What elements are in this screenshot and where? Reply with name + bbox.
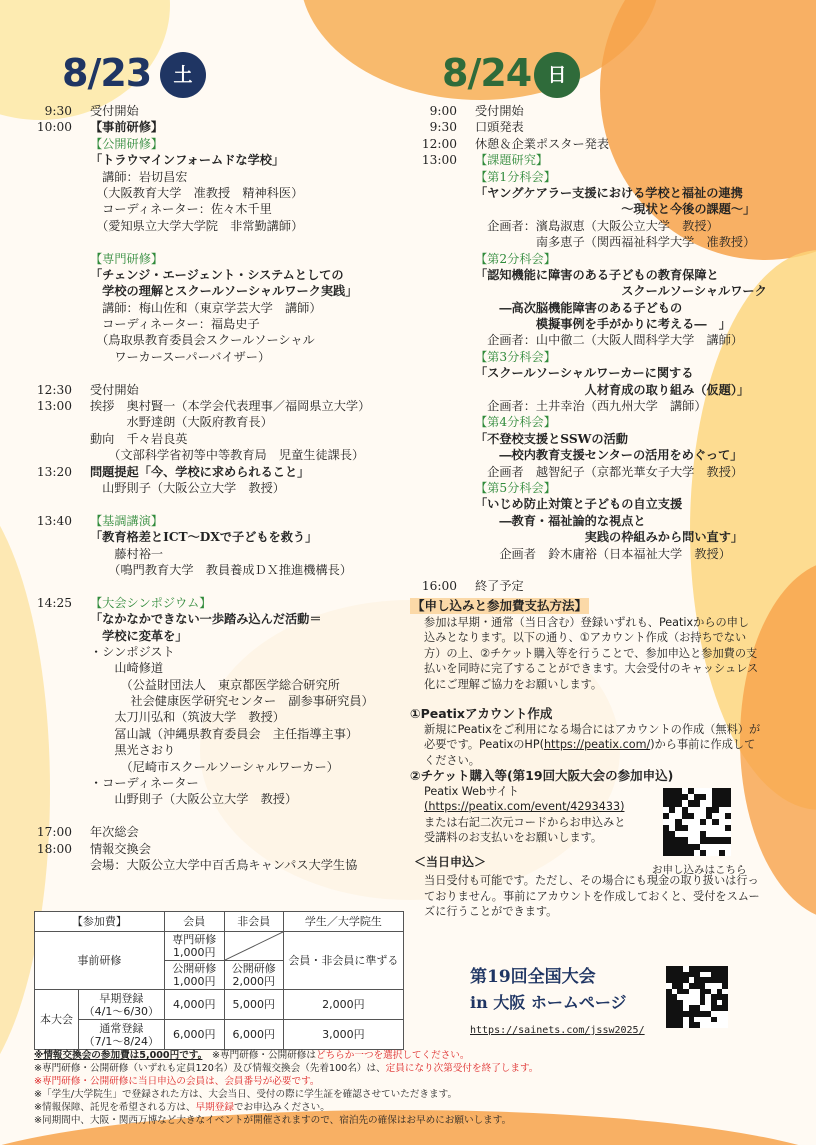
application-qr-code[interactable] — [663, 788, 731, 856]
step1-tail: )から事前に作成して — [650, 738, 756, 751]
fee-pre-student: 会員・非会員に準ずる — [283, 932, 403, 990]
schedule-row — [385, 464, 815, 480]
schedule-row — [385, 316, 815, 332]
schedule-content: 情報交換会 — [90, 841, 151, 856]
schedule-content: 講師：梅山佐和（東京学芸大学 講師） — [90, 300, 322, 315]
note-text: ※情報交換会の参加費は5,000円です。 — [34, 1050, 203, 1061]
schedule-row — [0, 611, 420, 627]
schedule-content: 【基調講演】 — [90, 513, 164, 528]
step2-title: ②チケット購入等(第19回大阪大会の参加申込) — [410, 768, 674, 783]
apply-body-line: 払いを同時に完了することができます。大会受付のキャッシュレス — [424, 662, 759, 675]
step1-title: ①Peatixアカウント作成 — [410, 706, 553, 721]
schedule-row — [0, 595, 420, 611]
schedule-content: 【第5分科会】 — [475, 480, 556, 495]
apply-body-line: 方）の上、②チケット購入等を行うことで、参加申込と参加費の支 — [424, 646, 758, 660]
fee-normal-nonmember: 6,000円 — [224, 1020, 283, 1050]
fee-cell-text: 専門研修 — [172, 933, 217, 946]
schedule-row — [0, 316, 420, 332]
schedule-content: 実践の枠組みから問い直す」 — [475, 530, 744, 545]
schedule-content: 【第4分科会】 — [475, 415, 556, 430]
schedule-row — [0, 283, 420, 299]
schedule-row — [0, 332, 420, 348]
schedule-content: 「トラウマインフォームドな学校」 — [90, 153, 285, 168]
schedule-content: （愛知県立大学大学院 非常勤講師） — [90, 218, 304, 233]
schedule-time: 16:00 — [421, 579, 457, 594]
schedule-row — [385, 201, 815, 217]
schedule-row — [0, 808, 420, 824]
schedule-row — [385, 431, 815, 447]
schedule-row — [0, 464, 420, 480]
schedule-row — [385, 578, 815, 594]
schedule-row — [385, 332, 815, 348]
fee-early-label — [79, 990, 165, 1020]
day2-date: 8/24 — [442, 51, 532, 95]
onsite-line: ておりません。事前にアカウントを作成しておくと、受付をスムー — [424, 889, 760, 903]
fee-header-student: 学生／大学院生 — [283, 912, 403, 932]
schedule-row — [385, 185, 815, 201]
schedule-row — [385, 234, 815, 250]
schedule-content: 口頭発表 — [475, 120, 524, 135]
qr-module — [725, 850, 731, 856]
schedule-row — [385, 169, 815, 185]
day1-schedule — [0, 103, 420, 873]
fee-early-nonmember: 5,000円 — [224, 990, 283, 1020]
schedule-row — [0, 152, 420, 168]
fee-pre-nonmember — [224, 932, 283, 990]
schedule-row — [0, 546, 420, 562]
schedule-content: 【事前研修】 — [90, 120, 164, 135]
note-1 — [34, 1049, 794, 1062]
notes — [34, 1049, 794, 1127]
schedule-content: 講師：岩切昌宏 — [90, 169, 188, 184]
schedule-row — [385, 513, 815, 529]
schedule-content: 受付開始 — [475, 104, 524, 118]
fee-header-member: 会員 — [164, 912, 224, 932]
schedule-row — [0, 693, 420, 709]
schedule-row — [385, 349, 815, 365]
fee-row-label: 本大会 — [35, 990, 79, 1050]
fee-header: 【参加費】 — [35, 912, 165, 932]
schedule-row — [0, 857, 420, 873]
fee-early-member: 4,000円 — [164, 990, 224, 1020]
schedule-row — [0, 529, 420, 545]
schedule-row — [0, 742, 420, 758]
qr-caption: お申し込みはこちら — [652, 864, 747, 876]
onsite-body — [424, 873, 760, 920]
schedule-content: 冨山誠（沖縄県教育委員会 主任指導主事） — [90, 726, 359, 741]
schedule-content: 南多恵子（関西福祉科学大学 准教授） — [475, 235, 756, 250]
homepage-qr-code[interactable] — [666, 966, 728, 1028]
schedule-content: ―校内教育支援センターの活用をめぐって」 — [475, 448, 743, 463]
schedule-row — [0, 201, 420, 217]
note-text: でお申込みください。 — [233, 1102, 330, 1113]
schedule-content: 年次総会 — [90, 825, 139, 840]
step2-line: Peatix Webサイト — [424, 784, 519, 798]
schedule-content: 山崎修道 — [90, 661, 164, 676]
schedule-content: 「なかなかできない一歩踏み込んだ活動＝ — [90, 612, 322, 627]
schedule-row — [0, 169, 420, 185]
schedule-content: （文部科学省初等中等教育局 児童生徒課長） — [90, 448, 365, 463]
schedule-time: 10:00 — [36, 120, 72, 135]
schedule-row — [385, 365, 815, 381]
application-section — [410, 598, 795, 846]
schedule-content: 終了予定 — [475, 579, 524, 594]
schedule-row — [385, 447, 815, 463]
note-6: ※同期間中、大阪・関西万博など大きなイベントが開催されますので、宿泊先の確保はお早めにお願いします。 — [34, 1115, 512, 1126]
schedule-time: 12:00 — [421, 136, 457, 151]
fee-normal-member: 6,000円 — [164, 1020, 224, 1050]
day2-schedule — [385, 103, 815, 595]
note-text: ※専門研修・公開研修（いずれも定員120名）及び情報交換会（先着100名）は、 — [34, 1063, 386, 1074]
fee-cell-text: 早期登録 — [99, 991, 144, 1005]
note-text: ※情報保障、託児を希望される方は、 — [34, 1102, 196, 1113]
step1-end: ください。 — [424, 753, 480, 767]
schedule-row — [0, 414, 420, 430]
day1-dow-badge: 土 — [160, 52, 206, 98]
schedule-content: 【第3分科会】 — [475, 349, 556, 364]
schedule-row — [0, 726, 420, 742]
schedule-content: ・コーディネーター — [90, 776, 199, 791]
apply-body — [410, 615, 795, 693]
schedule-row — [385, 562, 815, 578]
schedule-content: 「教育格差とICT～DXで子どもを救う」 — [90, 530, 318, 545]
schedule-row — [0, 644, 420, 660]
schedule-row — [385, 529, 815, 545]
fee-header-nonmember: 非会員 — [224, 912, 283, 932]
schedule-content: 問題提起「今、学校に求められること」 — [90, 464, 310, 479]
apply-body-line: 込みとなります。以下の通り、①アカウント作成（お持ちでない — [424, 631, 747, 644]
schedule-content: 学校の理解とスクールソーシャルワーク実践」 — [90, 284, 358, 299]
schedule-content: コーディネーター：福島史子 — [90, 317, 260, 332]
schedule-content: （尼崎市スクールソーシャルワーカー） — [90, 759, 339, 774]
schedule-content: 太刀川弘和（筑波大学 教授） — [90, 710, 285, 725]
schedule-row — [0, 431, 420, 447]
schedule-content: 企画者 越智紀子（京都光華女子大学 教授） — [475, 464, 744, 479]
fee-normal-student: 3,000円 — [283, 1020, 403, 1050]
schedule-row — [0, 513, 420, 529]
schedule-content: 受付開始 — [90, 382, 139, 397]
schedule-row — [0, 791, 420, 807]
schedule-time: 9:30 — [44, 104, 72, 118]
fee-cell-price: 1,000円 — [172, 946, 216, 959]
homepage-title-1: 第19回全国大会 — [470, 967, 596, 987]
schedule-time: 12:30 — [36, 382, 72, 397]
schedule-row — [385, 480, 815, 496]
qr-module — [722, 1022, 728, 1028]
day1-date: 8/23 — [62, 51, 152, 95]
schedule-content: 企画者：山中徹二（大阪人間科学大学 講師） — [475, 333, 744, 348]
schedule-content: 【大会シンポジウム】 — [90, 595, 212, 610]
step1-line: 新規にPeatixをご利用になる場合にはアカウントの作成（無料）が — [424, 722, 761, 736]
schedule-row — [385, 283, 815, 299]
note-text: ※専門研修・公開研修は — [202, 1050, 316, 1061]
schedule-row — [0, 103, 420, 119]
note-3: ※専門研修・公開研修に当日申込の会員は、会員番号が必要です。 — [34, 1076, 320, 1087]
schedule-content: ―教育・福祉論的な視点と — [475, 513, 646, 528]
note-text-red: 定員になり次第受付を終了します。 — [385, 1063, 539, 1074]
step2-line: 受講料のお支払いをお願いします。 — [424, 831, 603, 844]
apply-body-line: 参加は早期・通常（当日含む）登録いずれも、Peatixからの申し — [424, 615, 750, 629]
schedule-content: 社会健康医学研究センター 副参事研究員） — [90, 694, 374, 709]
fee-diagonal-line — [225, 932, 283, 960]
apply-body-line: 化にご理解ご協力をお願いします。 — [424, 677, 603, 691]
schedule-content: 人材育成の取り組み（仮題）」 — [475, 382, 750, 397]
onsite-line: 当日受付も可能です。ただし、その場合にも現金の取り扱いは行っ — [424, 874, 759, 887]
schedule-content: コーディネーター：佐々木千里 — [90, 202, 272, 217]
fee-cell-price: 1,000円 — [172, 975, 216, 988]
note-2 — [34, 1062, 794, 1075]
schedule-row — [0, 185, 420, 201]
step2-line: または右記二次元コードからお申込みと — [424, 815, 626, 829]
day2-dow-badge: 日 — [534, 52, 580, 98]
fee-cell-text: 公開研修 — [172, 962, 217, 975]
step1-text: 必要です。PeatixのHP( — [424, 738, 544, 751]
fee-cell-price: 2,000円 — [232, 975, 275, 988]
schedule-content: 藤村裕一 — [90, 546, 164, 561]
schedule-content: 「チェンジ・エージェント・システムとしての — [90, 267, 344, 282]
schedule-row — [0, 447, 420, 463]
schedule-content: （鳥取県教育委員会スクールソーシャル — [90, 333, 315, 348]
note-5 — [34, 1101, 794, 1114]
schedule-content: 「認知機能に障害のある子どもの教育保障と — [475, 267, 719, 282]
schedule-row — [0, 300, 420, 316]
schedule-row — [0, 496, 420, 512]
schedule-content: 「スクールソーシャルワーカーに関する — [475, 366, 694, 381]
fee-cell-text: （7/1～8/24） — [83, 1034, 160, 1048]
step1-line — [424, 737, 795, 753]
note-text-red: 早期登録 — [195, 1102, 234, 1113]
schedule-content: 休憩＆企業ポスター発表 — [475, 136, 610, 151]
note-4: ※「学生/大学院生」で登録された方は、大会当日、受付の際に学生証を確認させていただきます。 — [34, 1089, 458, 1100]
schedule-content: 水野達朗（大阪府教育長） — [90, 415, 273, 430]
schedule-row — [0, 628, 420, 644]
schedule-row — [0, 398, 420, 414]
schedule-row — [385, 103, 815, 119]
schedule-row — [0, 365, 420, 381]
schedule-content: 【第1分科会】 — [475, 169, 556, 184]
schedule-row — [0, 480, 420, 496]
schedule-content: （公益財団法人 東京都医学総合研究所 — [90, 677, 340, 692]
schedule-time: 17:00 — [36, 825, 72, 840]
schedule-row — [385, 267, 815, 283]
apply-title: 【申し込みと参加費支払方法】 — [412, 598, 588, 613]
schedule-row — [0, 267, 420, 283]
schedule-row — [0, 578, 420, 594]
homepage-title-2: in 大阪 ホームページ — [470, 993, 627, 1012]
schedule-time: 18:00 — [36, 841, 72, 856]
schedule-content: 学校に変革を」 — [90, 628, 188, 643]
schedule-row — [0, 119, 420, 135]
schedule-content: 【専門研修】 — [90, 251, 164, 266]
schedule-row — [385, 119, 815, 135]
schedule-row — [385, 546, 815, 562]
schedule-row — [385, 414, 815, 430]
schedule-content: 山野則子（大阪公立大学 教授） — [90, 792, 298, 807]
fee-normal-label — [79, 1020, 165, 1050]
schedule-row — [0, 677, 420, 693]
schedule-content: ワーカースーパーバイザー） — [90, 349, 271, 364]
schedule-content: 動向 千々岩良英 — [90, 431, 188, 446]
schedule-row — [0, 824, 420, 840]
schedule-row — [385, 496, 815, 512]
schedule-content: （大阪教育大学 准教授 精神科医） — [90, 185, 304, 200]
schedule-row — [0, 218, 420, 234]
fee-pre-member — [164, 932, 224, 990]
schedule-content: （鳴門教育大学 教員養成ＤＸ推進機構長） — [90, 562, 353, 577]
schedule-row — [385, 382, 815, 398]
fee-early-student: 2,000円 — [283, 990, 403, 1020]
schedule-content: スクールソーシャルワーク — [475, 284, 767, 299]
schedule-row — [385, 218, 815, 234]
schedule-row — [0, 136, 420, 152]
schedule-content: 【公開研修】 — [90, 136, 164, 151]
schedule-content: 会場：大阪公立大学中百舌鳥キャンパス大学生協 — [90, 857, 358, 872]
schedule-row — [0, 562, 420, 578]
schedule-row — [385, 398, 815, 414]
schedule-row — [0, 709, 420, 725]
schedule-content: ―高次脳機能障害のある子どもの — [475, 300, 683, 315]
schedule-content: 【課題研究】 — [475, 153, 549, 168]
schedule-row — [385, 300, 815, 316]
schedule-row — [0, 775, 420, 791]
schedule-row — [0, 234, 420, 250]
fee-cell-text: （4/1～6/30） — [83, 1004, 160, 1018]
schedule-content: 企画者：濱島淑恵（大阪公立大学 教授） — [475, 218, 719, 233]
schedule-content: 【第2分科会】 — [475, 251, 556, 266]
schedule-content: 模擬事例を手がかりに考える― 」 — [475, 317, 731, 332]
onsite-title: ＜当日申込＞ — [414, 855, 487, 869]
schedule-time: 13:00 — [421, 153, 457, 168]
schedule-time: 13:00 — [36, 399, 72, 414]
fee-cell-text: 通常登録 — [99, 1021, 144, 1035]
schedule-content: 山野則子（大阪公立大学 教授） — [90, 480, 285, 495]
schedule-content: 「いじめ防止対策と子どもの自立支援 — [475, 497, 683, 512]
schedule-content: 企画者 鈴木庸裕（日本福祉大学 教授） — [475, 546, 731, 561]
schedule-content: 企画者：土井幸治（西九州大学 講師） — [475, 399, 707, 414]
schedule-time: 14:25 — [36, 595, 72, 610]
schedule-row — [385, 251, 815, 267]
schedule-content: ～現状と今後の課題～」 — [475, 202, 756, 217]
schedule-row — [0, 382, 420, 398]
event-link[interactable]: (https://peatix.com/event/4293433) — [424, 800, 625, 813]
schedule-content: 挨拶 奥村賢一（本学会代表理事／福岡県立大学） — [90, 399, 371, 414]
fee-row-label: 事前研修 — [35, 932, 165, 990]
schedule-row — [0, 841, 420, 857]
schedule-row — [385, 136, 815, 152]
schedule-time: 13:20 — [36, 464, 72, 479]
fee-cell-text: 公開研修 — [231, 962, 276, 975]
note-text-red: どちらか一つを選択してください。 — [316, 1050, 470, 1061]
schedule-time: 9:30 — [429, 120, 457, 135]
schedule-time: 9:00 — [429, 104, 457, 118]
schedule-row — [0, 759, 420, 775]
onsite-line: ズに行うことができます。 — [424, 905, 558, 918]
schedule-content: 受付開始 — [90, 104, 139, 118]
schedule-row — [0, 349, 420, 365]
schedule-row — [0, 251, 420, 267]
schedule-content: ・シンポジスト — [90, 644, 175, 659]
schedule-content: 「ヤングケアラー支援における学校と福祉の連携 — [475, 185, 743, 200]
peatix-link[interactable]: https://peatix.com/ — [543, 738, 651, 751]
schedule-content: 黒光さおり — [90, 743, 176, 758]
fee-table — [34, 911, 404, 1050]
schedule-row — [385, 152, 815, 168]
homepage-url[interactable]: https://sainets.com/jssw2025/ — [470, 1025, 645, 1036]
schedule-time: 13:40 — [36, 513, 72, 528]
schedule-content: 「不登校支援とSSWの活動 — [475, 431, 628, 446]
schedule-row — [0, 660, 420, 676]
